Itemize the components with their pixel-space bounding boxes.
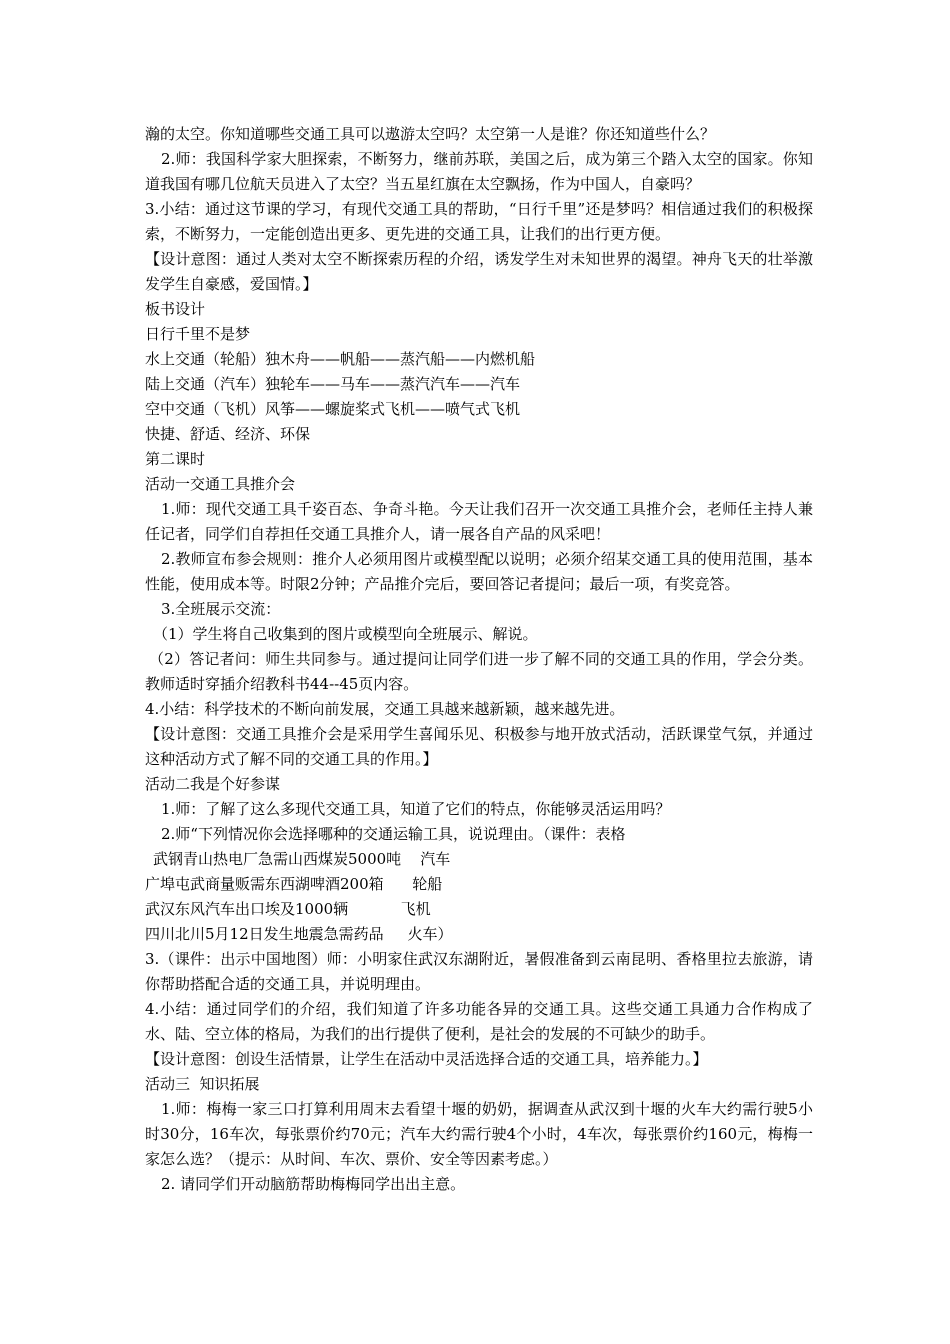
activity-heading: 活动一交通工具推介会: [145, 475, 296, 493]
paragraph: 4.小结：科学技术的不断向前发展，交通工具越来越新颖，越来越先进。: [145, 700, 625, 718]
design-intent-note: 【设计意图：交通工具推介会是采用学生喜闻乐见、积极参与地开放式活动，活跃课堂气氛，并通过这种活动方式了解不同的交通工具的作用。】: [145, 725, 813, 768]
board-line: 陆上交通（汽车）独轮车——马车——蒸汽汽车——汽车: [145, 375, 521, 393]
paragraph: 2.教师宣布参会规则：推介人必须用图片或模型配以说明；必须介绍某交通工具的使用范围，基本性能，使用成本等。时限2分钟；产品推介完后，要回答记者提问；最后一项，有奖竞答。: [145, 550, 813, 593]
paragraph: 1.师：现代交通工具千姿百态、争奇斗艳。今天让我们召开一次交通工具推介会，老师任主持人兼任记者，同学们自荐担任交通工具推介人，请一展各自产品的风采吧！: [145, 500, 813, 543]
table-line: 四川北川5月12日发生地震急需药品 火车）: [145, 925, 453, 943]
paragraph: 2.师：我国科学家大胆探索，不断努力，继前苏联，美国之后，成为第三个踏入太空的国家。你知道我国有哪几位航天员进入了太空？当五星红旗在太空飘扬，作为中国人，自豪吗？: [145, 150, 813, 193]
table-line: 武汉东风汽车出口埃及1000辆 飞机: [145, 900, 431, 918]
paragraph: 3.（课件：出示中国地图）师：小明家住武汉东湖附近，暑假准备到云南昆明、香格里拉去旅游，请你帮助搭配合适的交通工具，并说明理由。: [145, 950, 813, 993]
activity-heading: 活动二我是个好参谋: [145, 775, 281, 793]
paragraph: 4.小结：通过同学们的介绍，我们知道了许多功能各异的交通工具。这些交通工具通力合作构成了水、陆、空立体的格局，为我们的出行提供了便利，是社会的发展的不可缺少的助手。: [145, 1000, 813, 1043]
paragraph: 3.全班展示交流：: [161, 600, 281, 618]
section-heading: 板书设计: [145, 300, 206, 318]
board-line: 空中交通（飞机）风筝——螺旋桨式飞机——喷气式飞机: [145, 400, 521, 418]
paragraph: 2.师“下列情况你会选择哪种的交通运输工具，说说理由。（课件：表格: [161, 825, 626, 843]
paragraph: 瀚的太空。你知道哪些交通工具可以遨游太空吗？太空第一人是谁？你还知道些什么？: [145, 125, 716, 143]
board-line: 快捷、舒适、经济、环保: [145, 425, 311, 443]
design-intent-note: 【设计意图：创设生活情景，让学生在活动中灵活选择合适的交通工具，培养能力。】: [145, 1050, 708, 1068]
paragraph: （1）学生将自己收集到的图片或模型向全班展示、解说。: [153, 625, 538, 643]
section-heading: 第二课时: [145, 450, 206, 468]
activity-heading: 活动三 知识拓展: [145, 1075, 260, 1093]
paragraph: 1.师：了解了这么多现代交通工具，知道了它们的特点，你能够灵活运用吗？: [161, 800, 671, 818]
board-line: 水上交通（轮船）独木舟——帆船——蒸汽船——内燃机船: [145, 350, 536, 368]
paragraph: 3.小结：通过这节课的学习，有现代交通工具的帮助，“日行千里”还是梦吗？相信通过我们的积极探索，不断努力，一定能创造出更多、更先进的交通工具，让我们的出行更方便。: [145, 200, 813, 243]
paragraph: （2）答记者问：师生共同参与。通过提问让同学们进一步了解不同的交通工具的作用，学会分类。教师适时穿插介绍教科书44--45页内容。: [145, 650, 813, 693]
paragraph: 1.师：梅梅一家三口打算利用周末去看望十堰的奶奶，据调查从武汉到十堰的火车大约需行驶5小时30分，16车次，每张票价约70元；汽车大约需行驶4个小时，4车次，每张票价约160元，梅梅一家怎么选？（提示：从时间、车次、票价、安全等因素考虑。）: [145, 1100, 813, 1168]
design-intent-note: 【设计意图：通过人类对太空不断探索历程的介绍，诱发学生对未知世界的渴望。神舟飞天的壮举激发学生自豪感，爱国情。】: [145, 250, 813, 293]
paragraph: 2. 请同学们开动脑筋帮助梅梅同学出出主意。: [161, 1175, 466, 1193]
table-line: 武钢青山热电厂急需山西煤炭5000吨 汽车: [153, 850, 451, 868]
document-page: [145, 122, 813, 1197]
board-title: 日行千里不是梦: [145, 325, 251, 343]
table-line: 广埠屯武商量贩需东西湖啤酒200箱 轮船: [145, 875, 443, 893]
